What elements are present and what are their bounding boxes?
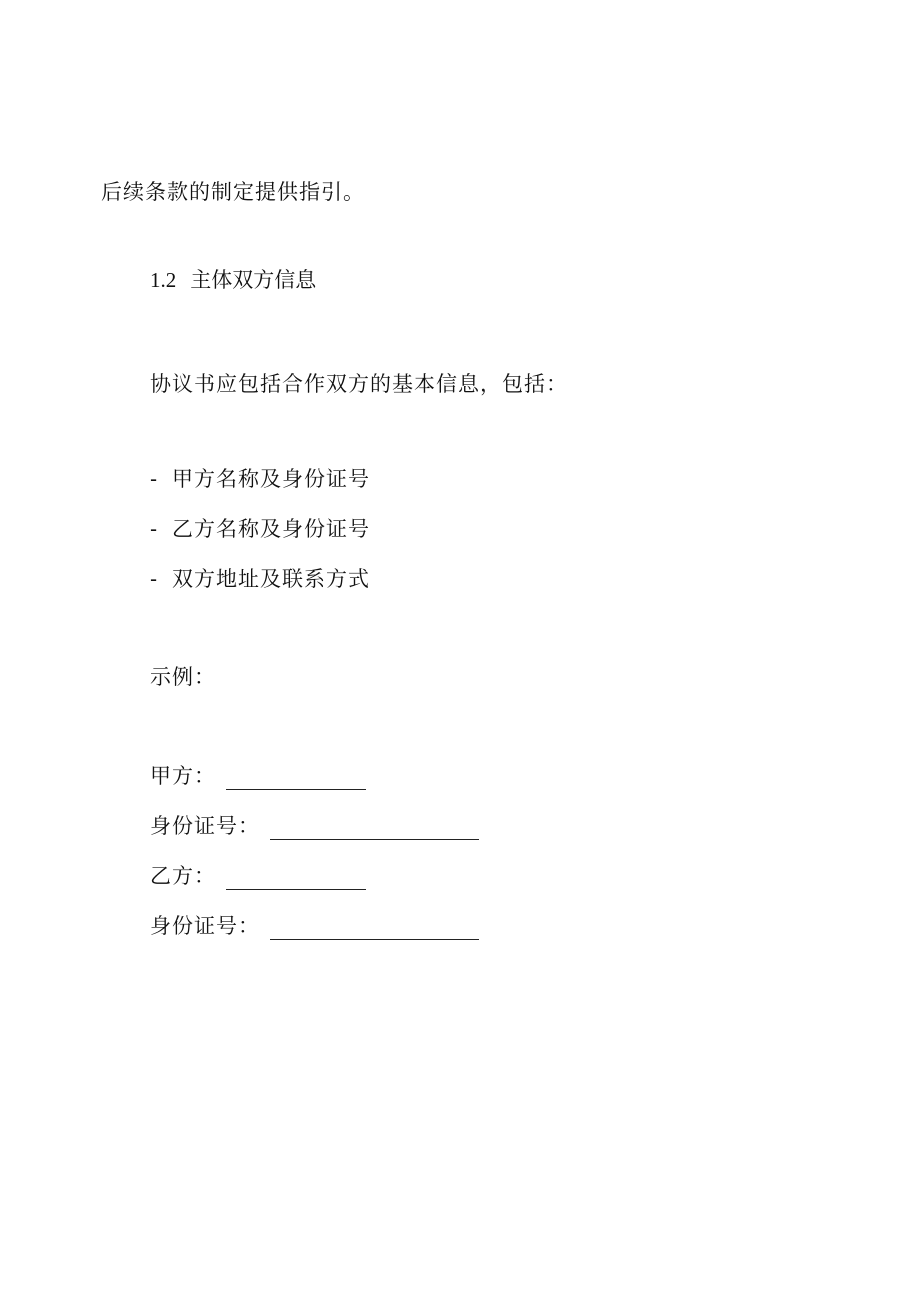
party-a-id-field [150, 812, 479, 840]
list-item [150, 515, 370, 543]
section-title: 主体双方信息 [190, 268, 317, 292]
field-label: 身份证号： [150, 914, 260, 938]
list-item-text: 双方地址及联系方式 [172, 567, 370, 591]
list-item-text: 乙方名称及身份证号 [172, 517, 370, 541]
list-dash: - [150, 517, 159, 541]
party-b-blank [226, 867, 366, 890]
party-b-id-field [150, 912, 479, 940]
party-b-field [150, 862, 366, 890]
continuation-paragraph: 后续条款的制定提供指引。 [101, 180, 365, 204]
field-label: 身份证号： [150, 814, 260, 838]
example-label: 示例： [150, 665, 216, 689]
section-number: 1.2 [150, 268, 177, 292]
intro-paragraph: 协议书应包括合作双方的基本信息，包括： [150, 372, 568, 396]
party-a-field [150, 762, 366, 790]
field-label: 乙方： [150, 864, 216, 888]
field-label: 甲方： [150, 764, 216, 788]
party-a-blank [226, 767, 366, 790]
party-a-id-blank [270, 817, 479, 840]
list-item [150, 465, 370, 493]
list-dash: - [150, 567, 159, 591]
list-item [150, 565, 370, 593]
list-item-text: 甲方名称及身份证号 [172, 467, 370, 491]
list-dash: - [150, 467, 159, 491]
section-heading [150, 266, 316, 294]
party-b-id-blank [270, 917, 479, 940]
